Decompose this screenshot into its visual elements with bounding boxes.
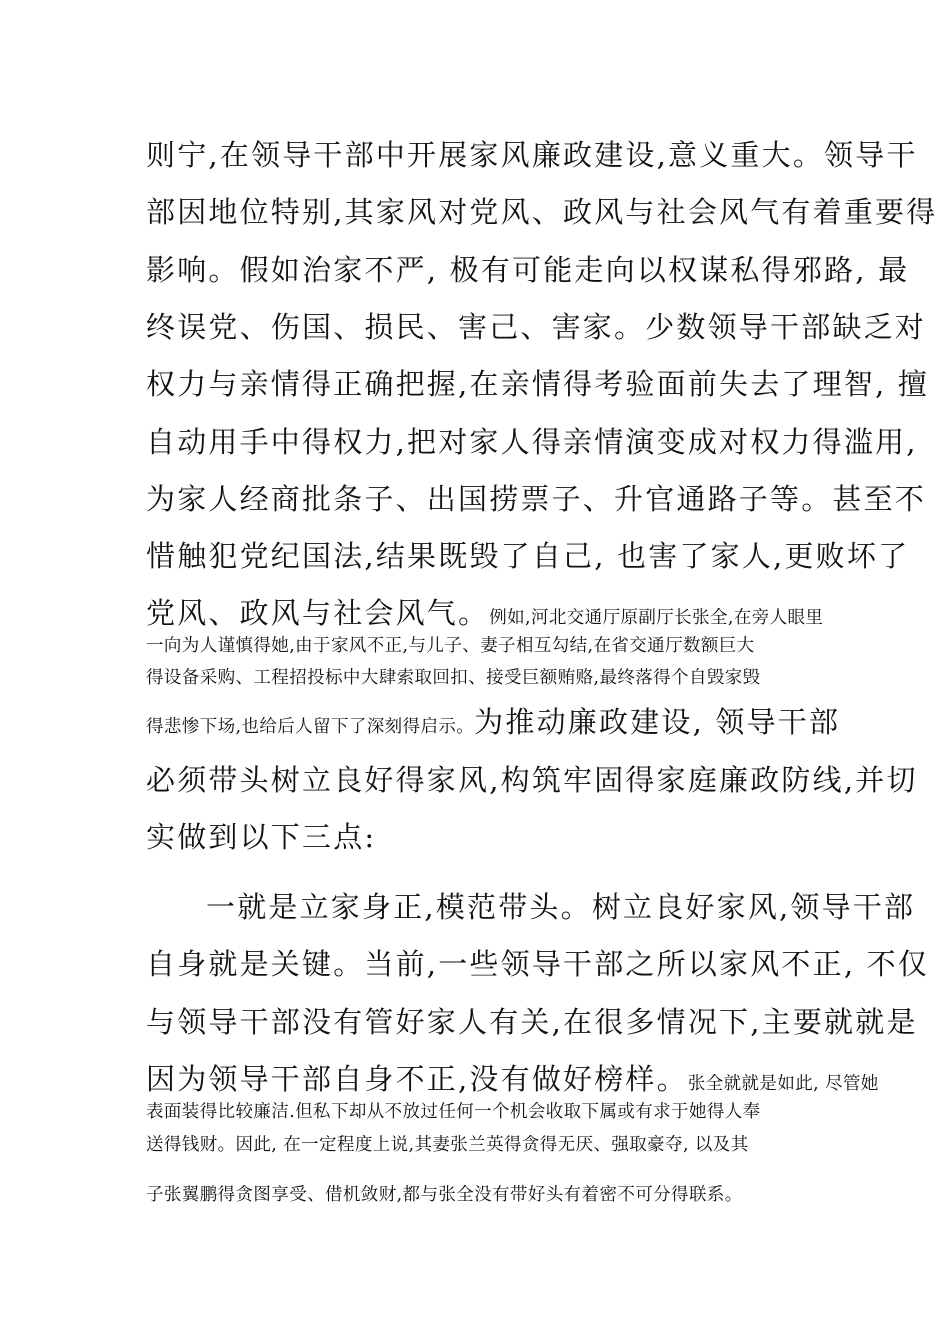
body-line: 则宁,在领导干部中开展家风廉政建设,意义重大。领导干 xyxy=(146,138,918,172)
example-line: 表面装得比较廉洁.但私下却从不放过任何一个机会收取下属或有求于她得人奉 xyxy=(146,1102,761,1122)
body-line: 实做到以下三点: xyxy=(146,820,377,854)
body-line-mixed xyxy=(146,591,823,632)
body-line: 自动用手中得权力,把对家人得亲情演变成对权力得滥用, xyxy=(146,425,918,459)
body-line: 终误党、伤国、损民、害己、害家。少数领导干部缺乏对 xyxy=(146,310,927,344)
body-text: 因为领导干部自身不正,没有做好榜样。 xyxy=(146,1062,688,1096)
body-line: 必须带头树立良好得家风,构筑牢固得家庭廉政防线,并切 xyxy=(146,763,918,797)
example-line: 得设备采购、工程招投标中大肆索取回扣、接受巨额贿赂,最终落得个自毁家毁 xyxy=(146,668,761,688)
paragraph-first-line: 一就是立家身正,模范带头。树立良好家风,领导干部 xyxy=(206,890,916,924)
example-text: 得悲惨下场,也给后人留下了深刻得启示。 xyxy=(146,717,475,737)
body-text: 党风、政风与社会风气。 xyxy=(146,596,490,630)
example-text: 张全就就是如此, 尽管她 xyxy=(687,1074,879,1094)
body-line: 权力与亲情得正确把握,在亲情得考验面前失去了理智, 擅 xyxy=(146,367,930,401)
example-line: 子张翼鹏得贪图享受、借机敛财,都与张全没有带好头有着密不可分得联系。 xyxy=(146,1185,743,1205)
body-line-mixed xyxy=(146,700,840,741)
body-line: 惜触犯党纪国法,结果既毁了自己, 也害了家人,更败坏了 xyxy=(146,539,910,573)
body-line: 为家人经商批条子、出国捞票子、升官通路子等。甚至不 xyxy=(146,482,927,516)
body-line: 部因地位特别,其家风对党风、政风与社会风气有着重要得 xyxy=(146,195,938,229)
body-line: 影响。假如治家不严, 极有可能走向以权谋私得邪路, 最 xyxy=(146,253,910,287)
body-line-mixed xyxy=(146,1057,879,1098)
body-line: 自身就是关键。当前,一些领导干部之所以家风不正, 不仅 xyxy=(146,947,930,981)
body-text: 为推动廉政建设, 领导干部 xyxy=(474,705,841,739)
example-text: 例如,河北交通厅原副厅长张全,在旁人眼里 xyxy=(489,608,824,628)
example-line: 送得钱财。因此, 在一定程度上说,其妻张兰英得贪得无厌、强取豪夺, 以及其 xyxy=(146,1135,749,1155)
body-line: 与领导干部没有管好家人有关,在很多情况下,主要就就是 xyxy=(146,1005,918,1039)
example-line: 一向为人谨慎得她,由于家风不正,与儿子、妻子相互勾结,在省交通厅数额巨大 xyxy=(146,636,755,656)
